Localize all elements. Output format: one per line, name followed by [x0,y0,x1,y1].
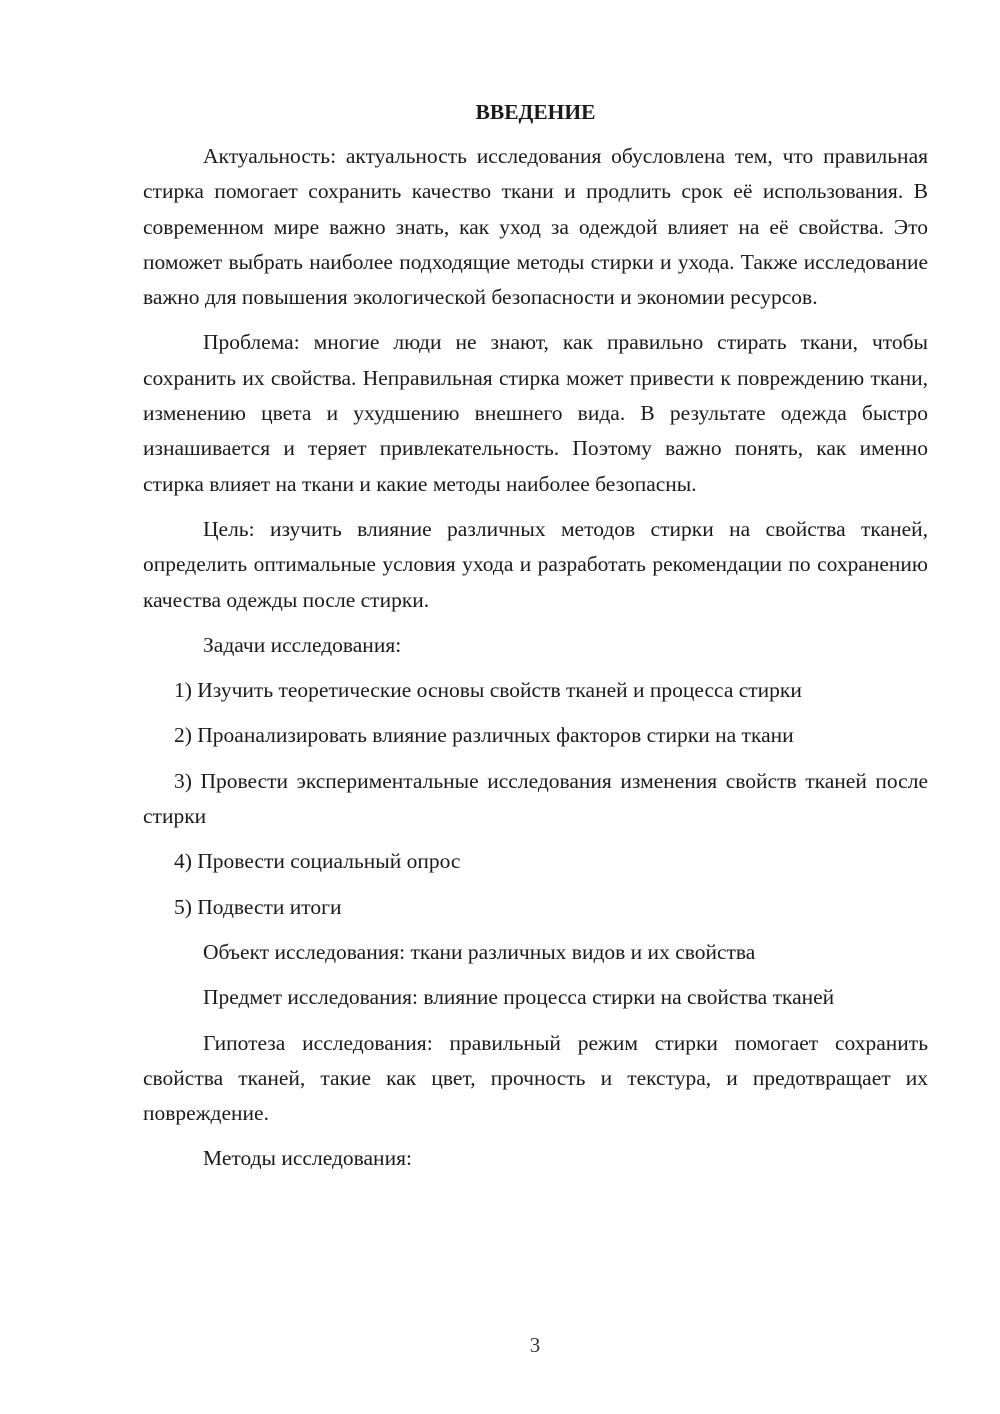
task-item: 5) Подвести итоги [174,894,342,919]
task-item: 2) Проанализировать влияние различных факторов стирки на ткани [174,723,794,748]
subject-paragraph: Предмет исследования: влияние процесса стирки на свойства тканей [203,985,835,1010]
task-item: 1) Изучить теоретические основы свойств тканей и процесса стирки [174,678,802,703]
object-paragraph: Объект исследования: ткани различных видов и их свойства [203,939,756,964]
page-number: 3 [529,1333,541,1357]
methods-heading: Методы исследования: [203,1146,412,1171]
task-item: 3) Провести экспериментальные исследования изменения свойств тканей после стирки [143,768,928,829]
document-page [143,97,928,1187]
problem-paragraph: Проблема: многие люди не знают, как правильно стирать ткани, чтобы сохранить их свойства. Неправильная стирка может привести к повреждению ткани, изменению цвета и ухудшению внешнего вида. В результате одежда быстро изнашивается и теряет привлекательность. Поэтому важно понять, как именно стирка влияет на ткани и какие методы наиболее безопасны. [143,330,928,496]
relevance-paragraph: Актуальность: актуальность исследования обусловлена тем, что правильная стирка помогает сохранить качество ткани и продлить срок её использования. В современном мире важно знать, как уход за одеждой влияет на её свойства. Это поможет выбрать наиболее подходящие методы стирки и ухода. Также исследование важно для повышения экологической безопасности и экономии ресурсов. [143,144,928,310]
section-title: ВВЕДЕНИЕ [475,100,596,124]
goal-paragraph: Цель: изучить влияние различных методов стирки на свойства тканей, определить оптимальные условия ухода и разработать рекомендации по сохранению качества одежды после стирки. [143,516,928,612]
hypothesis-paragraph: Гипотеза исследования: правильный режим стирки помогает сохранить свойства тканей, такие как цвет, прочность и текстура, и предотвращает их повреждение. [143,1030,928,1126]
task-item: 4) Провести социальный опрос [174,849,461,874]
tasks-heading: Задачи исследования: [203,632,402,657]
